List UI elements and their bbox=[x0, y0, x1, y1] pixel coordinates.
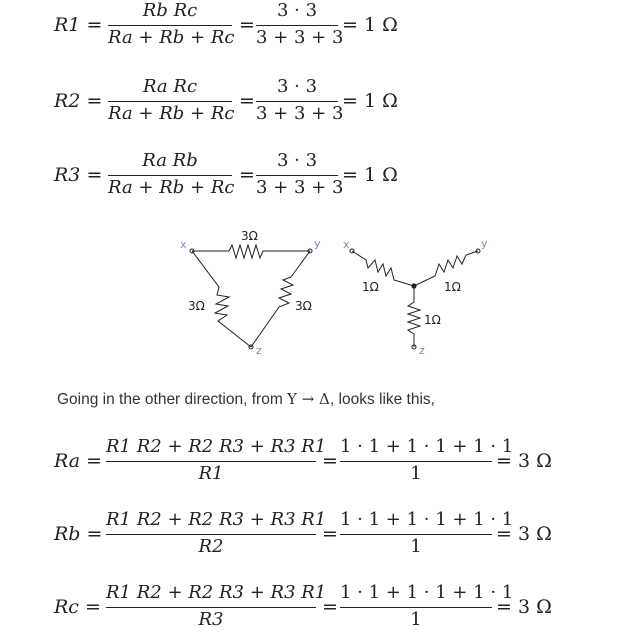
wye-label-2: 1Ω bbox=[444, 280, 461, 294]
equals-sign: = bbox=[239, 14, 255, 36]
wye-node-x bbox=[350, 249, 354, 253]
wye-resistor-2 bbox=[414, 251, 478, 286]
fraction-denominator: Ra + Rb + Rc bbox=[108, 103, 235, 124]
delta-node-label-z: z bbox=[256, 344, 262, 357]
fraction-denominator: 3 + 3 + 3 bbox=[256, 177, 344, 198]
symbolic-fraction bbox=[108, 0, 235, 50]
fraction-bar bbox=[256, 175, 338, 176]
numeric-fraction bbox=[340, 582, 514, 632]
equation-lhs: R1 = bbox=[54, 14, 103, 36]
fraction-numerator: Ra Rc bbox=[142, 76, 198, 97]
wye-label-1: 1Ω bbox=[362, 280, 379, 294]
fraction-numerator: Rb Rc bbox=[142, 0, 198, 21]
paragraph-text-before: Going in the other direction, from bbox=[57, 391, 288, 408]
equation-result: = 1 Ω bbox=[342, 90, 398, 112]
delta-node-y bbox=[308, 249, 312, 253]
numeric-fraction bbox=[256, 0, 344, 50]
equation-result: = 3 Ω bbox=[496, 450, 552, 472]
fraction-numerator: Ra Rb bbox=[142, 150, 198, 171]
delta-label-left: 3Ω bbox=[188, 299, 205, 313]
fraction-bar bbox=[340, 461, 492, 462]
symbolic-fraction bbox=[108, 76, 235, 126]
fraction-denominator: R2 bbox=[198, 536, 224, 557]
equals-sign: = bbox=[239, 164, 255, 186]
delta-network bbox=[190, 245, 312, 349]
symbolic-fraction bbox=[106, 509, 327, 559]
equation-lhs: Rc = bbox=[54, 596, 101, 618]
wye-node-z bbox=[412, 345, 416, 349]
delta-label-top: 3Ω bbox=[241, 229, 258, 243]
delta-resistor-left bbox=[192, 251, 251, 347]
fraction-bar bbox=[108, 175, 232, 176]
fraction-denominator: 1 bbox=[410, 463, 422, 484]
equation-lhs: Rb = bbox=[54, 523, 103, 545]
fraction-bar bbox=[106, 461, 316, 462]
fraction-denominator: 3 + 3 + 3 bbox=[256, 103, 344, 124]
wye-node-label-z: z bbox=[419, 344, 425, 357]
delta-node-x bbox=[190, 249, 194, 253]
delta-resistor-right bbox=[251, 251, 310, 347]
delta-node-label-y: y bbox=[314, 237, 321, 250]
wye-resistor-1 bbox=[352, 251, 414, 286]
fraction-bar bbox=[256, 25, 338, 26]
numeric-fraction bbox=[256, 76, 344, 126]
fraction-denominator: Ra + Rb + Rc bbox=[108, 177, 235, 198]
equation-lhs: R3 = bbox=[54, 164, 103, 186]
fraction-numerator: 3 · 3 bbox=[276, 150, 318, 171]
wye-label-3: 1Ω bbox=[424, 313, 441, 327]
transition-paragraph bbox=[57, 390, 435, 409]
equals-sign: = bbox=[322, 523, 338, 545]
wye-resistor-3 bbox=[408, 286, 420, 347]
equation-result: = 1 Ω bbox=[342, 164, 398, 186]
equals-sign: = bbox=[322, 450, 338, 472]
equation-lhs: Ra = bbox=[54, 450, 103, 472]
fraction-denominator: R3 bbox=[198, 609, 224, 630]
wye-node-label-x: x bbox=[343, 238, 350, 251]
numeric-fraction bbox=[340, 509, 514, 559]
fraction-numerator: 3 · 3 bbox=[276, 0, 318, 21]
equation-lhs: R2 = bbox=[54, 90, 103, 112]
fraction-denominator: 1 bbox=[410, 609, 422, 630]
fraction-numerator: 3 · 3 bbox=[276, 76, 318, 97]
fraction-denominator: R1 bbox=[198, 463, 224, 484]
equation-result: = 3 Ω bbox=[496, 596, 552, 618]
equation-result: = 3 Ω bbox=[496, 523, 552, 545]
numeric-fraction bbox=[256, 150, 344, 200]
fraction-denominator: Ra + Rb + Rc bbox=[108, 27, 235, 48]
symbolic-fraction bbox=[106, 582, 327, 632]
fraction-numerator: 1 · 1 + 1 · 1 + 1 · 1 bbox=[340, 509, 514, 530]
fraction-bar bbox=[108, 101, 232, 102]
fraction-denominator: 3 + 3 + 3 bbox=[256, 27, 344, 48]
delta-node-z bbox=[249, 345, 253, 349]
wye-center-junction bbox=[411, 283, 416, 288]
fraction-numerator: R1 R2 + R2 R3 + R3 R1 bbox=[106, 582, 327, 603]
numeric-fraction bbox=[340, 436, 514, 486]
fraction-numerator: 1 · 1 + 1 · 1 + 1 · 1 bbox=[340, 436, 514, 457]
fraction-bar bbox=[106, 607, 316, 608]
fraction-bar bbox=[256, 101, 338, 102]
delta-resistor-top bbox=[192, 245, 310, 258]
symbolic-fraction bbox=[106, 436, 327, 486]
fraction-numerator: 1 · 1 + 1 · 1 + 1 · 1 bbox=[340, 582, 514, 603]
paragraph-text-after: , looks like this, bbox=[329, 391, 435, 408]
paragraph-math: Y → Δ bbox=[287, 390, 330, 408]
delta-node-label-x: x bbox=[180, 238, 187, 251]
fraction-bar bbox=[106, 534, 316, 535]
fraction-numerator: R1 R2 + R2 R3 + R3 R1 bbox=[106, 436, 327, 457]
fraction-bar bbox=[340, 534, 492, 535]
delta-label-right: 3Ω bbox=[295, 299, 312, 313]
fraction-numerator: R1 R2 + R2 R3 + R3 R1 bbox=[106, 509, 327, 530]
symbolic-fraction bbox=[108, 150, 235, 200]
fraction-bar bbox=[108, 25, 232, 26]
equation-result: = 1 Ω bbox=[342, 14, 398, 36]
wye-node-y bbox=[476, 249, 480, 253]
fraction-bar bbox=[340, 607, 492, 608]
fraction-denominator: 1 bbox=[410, 536, 422, 557]
equals-sign: = bbox=[239, 90, 255, 112]
wye-node-label-y: y bbox=[481, 237, 488, 250]
wye-network bbox=[350, 249, 480, 349]
equals-sign: = bbox=[322, 596, 338, 618]
